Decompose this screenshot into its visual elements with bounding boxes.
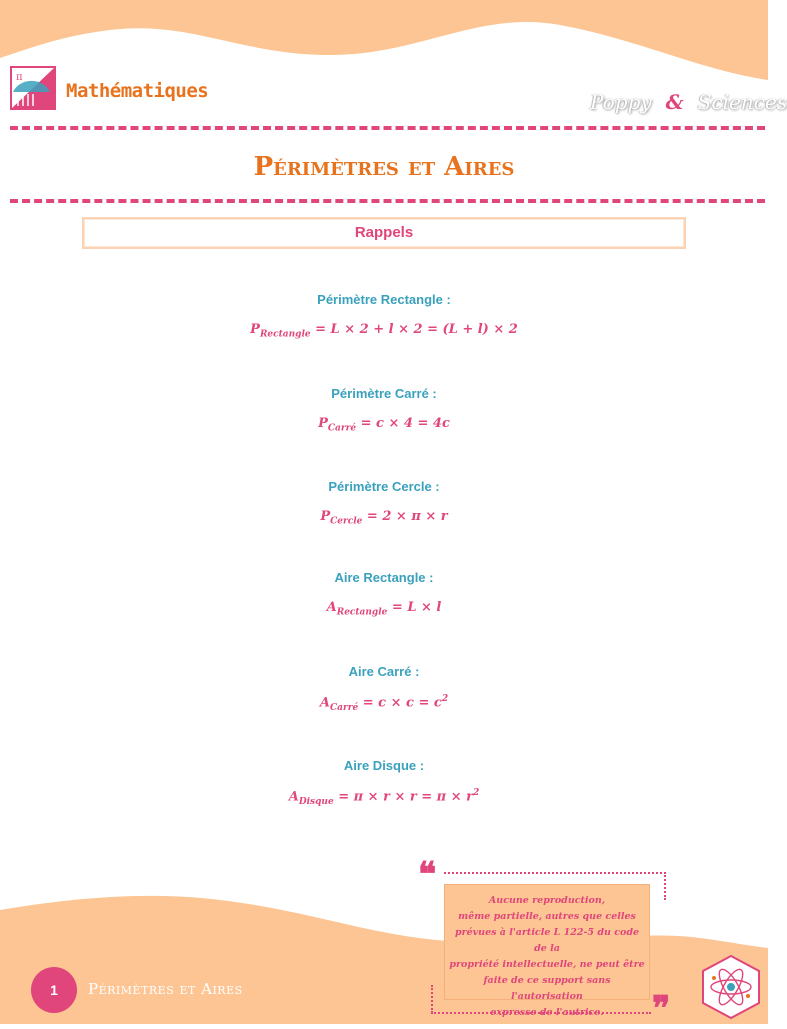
formula-label: Aire Disque : bbox=[343, 758, 425, 773]
section-heading: Rappels bbox=[354, 224, 414, 241]
formula bbox=[0, 694, 768, 713]
formula-subscript: Carré bbox=[330, 702, 359, 713]
formula-subscript: Rectangle bbox=[259, 329, 311, 340]
formula-expression: = L × l bbox=[391, 600, 442, 615]
brand-logo bbox=[590, 90, 787, 114]
formula-symbol: A bbox=[326, 600, 337, 615]
quote-border-right bbox=[664, 872, 666, 900]
formula-expression: = L × 2 + l × 2 = (L + l) × 2 bbox=[315, 322, 518, 337]
formula bbox=[0, 600, 768, 618]
formula bbox=[0, 322, 768, 340]
formula-label: Périmètre Cercle : bbox=[328, 479, 440, 494]
formula-symbol: P bbox=[250, 322, 260, 337]
formula-exponent: 2 bbox=[441, 694, 449, 704]
page-number: 1 bbox=[50, 982, 58, 998]
quote-border-left bbox=[431, 985, 433, 1013]
formula-subscript: Carré bbox=[327, 423, 357, 434]
brand-right-text: Sciences bbox=[697, 90, 787, 114]
formula-label: Aire Rectangle : bbox=[334, 570, 434, 585]
header-wave bbox=[0, 0, 768, 80]
open-quote-icon: ❝ bbox=[418, 855, 437, 895]
formula-expression: = π × r × r = π × r bbox=[338, 789, 473, 805]
formula-subscript: Disque bbox=[298, 796, 334, 807]
copyright-notice bbox=[444, 884, 650, 1018]
formula bbox=[0, 788, 768, 807]
close-quote-icon: ❞ bbox=[652, 989, 671, 1029]
formula-symbol: A bbox=[319, 695, 330, 711]
brand-left-text: Poppy bbox=[590, 90, 652, 114]
formula-expression: = c × c = c bbox=[362, 695, 442, 711]
copyright-line: prévues à l'article L 122-5 du code de la bbox=[454, 927, 640, 954]
footer-title: Périmètres et Aires bbox=[88, 980, 243, 998]
copyright-line: expresse de l'autrice. bbox=[490, 1007, 604, 1018]
formula-symbol: P bbox=[320, 509, 331, 524]
formula-expression: = c × 4 = 4c bbox=[360, 416, 450, 431]
svg-text:π: π bbox=[16, 72, 23, 83]
copyright-line: propriété intellectuelle, ne peut être bbox=[449, 959, 645, 970]
math-logo-icon bbox=[10, 66, 56, 110]
formula-label: Périmètre Rectangle : bbox=[317, 292, 451, 307]
formula-label: Périmètre Carré : bbox=[331, 386, 437, 401]
copyright-line: Aucune reproduction, bbox=[488, 895, 606, 906]
divider-bottom bbox=[10, 199, 765, 203]
page-title: Périmètres et Aires bbox=[253, 152, 515, 182]
formula bbox=[0, 416, 768, 434]
formula-exponent: 2 bbox=[473, 788, 480, 798]
formula-symbol: A bbox=[288, 789, 299, 805]
atom-hexagon-icon bbox=[700, 954, 762, 1020]
formula-expression: = 2 × π × r bbox=[366, 509, 448, 524]
formula-symbol: P bbox=[318, 416, 328, 431]
divider-top bbox=[10, 126, 765, 130]
formula-label: Aire Carré : bbox=[348, 664, 420, 679]
quote-border-top bbox=[444, 872, 666, 876]
page-number-badge bbox=[31, 967, 77, 1013]
copyright-line: faite de ce support sans l'autorisation bbox=[483, 975, 611, 1002]
formula-subscript: Rectangle bbox=[336, 607, 388, 618]
section-heading-box bbox=[82, 217, 686, 249]
copyright-line: même partielle, autres que celles bbox=[458, 911, 636, 922]
brand-ampersand: & bbox=[665, 90, 684, 114]
formula-subscript: Cercle bbox=[330, 516, 363, 527]
formula bbox=[0, 509, 768, 527]
header-subject: Mathématiques bbox=[66, 80, 209, 102]
